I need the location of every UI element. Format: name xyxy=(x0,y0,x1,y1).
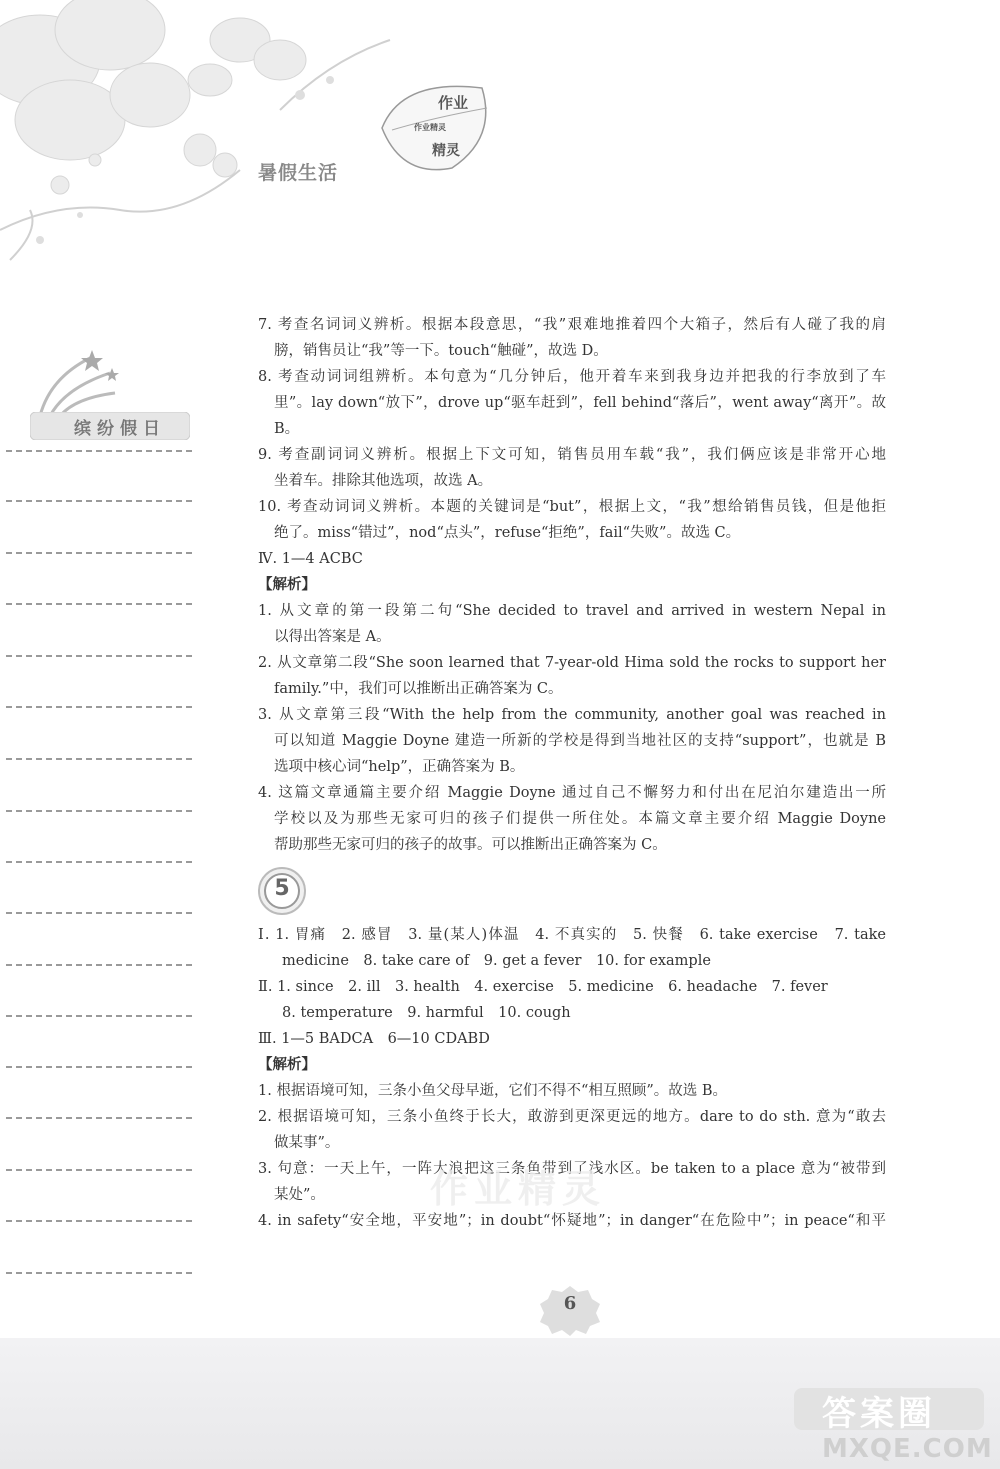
text-line: 10. 考查动词词义辨析。本题的关键词是“but”，根据上文，“我”想给销售员钱，但是他拒 xyxy=(258,499,886,515)
badge-top-text: 作业 xyxy=(438,94,469,112)
text-line: 4. in safety“安全地，平安地”；in doubt“怀疑地”；in danger“在危险中”；in peace“和平 xyxy=(258,1213,886,1229)
text-line: 7. 考查名词词义辨析。根据本段意思，“我”艰难地推着四个大箱子，然后有人碰了我的肩 xyxy=(258,317,886,333)
note-line xyxy=(6,1117,192,1119)
note-line xyxy=(6,603,192,605)
note-line xyxy=(6,964,192,966)
text-line: 帮助那些无家可归的孩子的故事。可以推断出正确答案为 C。 xyxy=(274,837,667,853)
text-line: 1. 从文章的第一段第二句“She decided to travel and arrived in western Nepal in xyxy=(258,603,886,619)
text-line: 膀，销售员让“我”等一下。touch“触碰”，故选 D。 xyxy=(274,343,608,359)
note-line xyxy=(6,500,192,502)
text-line: 3. 句意：一天上午，一阵大浪把这三条鱼带到了浅水区。be taken to a place 意为“被带到 xyxy=(258,1161,886,1177)
sidebar-title: 缤纷假日 xyxy=(74,419,166,439)
text-line: Ⅰ. 1. 胃痛 2. 感冒 3. 量(某人)体温 4. 不真实的 5. 快餐 6. take exercise 7. take xyxy=(258,927,886,943)
analysis-heading: 【解析】 xyxy=(258,1056,316,1073)
answer-text-block-a xyxy=(258,312,886,858)
note-line xyxy=(6,1169,192,1171)
text-line: 可以知道 Maggie Doyne 建造一所新的学校是得到当地社区的支持“support”，也就是 B xyxy=(274,733,886,749)
page-number: 6 xyxy=(563,1293,577,1314)
note-line xyxy=(6,1272,192,1274)
text-line: Ⅳ. 1—4 ACBC xyxy=(258,551,363,567)
text-line: 9. 考查副词词义辨析。根据上下文可知，销售员用车载“我”，我们俩应该是非常开心地 xyxy=(258,447,886,463)
badge-middle-text: 作业精灵 xyxy=(414,123,446,132)
text-line: 学校以及为那些无家可归的孩子们提供一所住处。本篇文章主要介绍 Maggie Doyne xyxy=(274,811,886,827)
note-line xyxy=(6,706,192,708)
fireworks-icon xyxy=(30,348,120,418)
badge-bottom-text: 精灵 xyxy=(432,143,460,159)
series-title: 暑假生活 xyxy=(258,162,339,184)
analysis-heading: 【解析】 xyxy=(258,576,316,593)
text-line: 以得出答案是 A。 xyxy=(274,629,391,645)
note-line xyxy=(6,655,192,657)
note-line xyxy=(6,1015,192,1017)
text-line: 1. 根据语境可知，三条小鱼父母早逝，它们不得不“相互照顾”。故选 B。 xyxy=(258,1083,728,1099)
text-line: family.”中，我们可以推断出正确答案为 C。 xyxy=(274,681,563,697)
watermark-url: MXQE.COM xyxy=(822,1434,993,1464)
section-number: 5 xyxy=(274,876,290,901)
note-line xyxy=(6,861,192,863)
text-line: 里”。lay down“放下”，drove up“驱车赶到”，fell behind“落后”，went away“离开”。故 xyxy=(274,395,886,411)
text-line: 8. temperature 9. harmful 10. cough xyxy=(282,1005,571,1021)
text-line: Ⅱ. 1. since 2. ill 3. health 4. exercise 5. medicine 6. headache 7. fever xyxy=(258,979,828,995)
note-line xyxy=(6,912,192,914)
watermark-mid: 作业精灵 xyxy=(430,1167,607,1211)
text-line: 做某事”。 xyxy=(274,1135,340,1151)
text-line: Ⅲ. 1—5 BADCA 6—10 CDABD xyxy=(258,1031,490,1047)
note-line xyxy=(6,758,192,760)
text-line: 2. 根据语境可知，三条小鱼终于长大，敢游到更深更远的地方。dare to do sth. 意为“敢去 xyxy=(258,1109,886,1125)
note-line xyxy=(6,1066,192,1068)
text-line: 2. 从文章第二段“She soon learned that 7-year-old Hima sold the rocks to support her xyxy=(258,655,886,671)
text-line: 4. 这篇文章通篇主要介绍 Maggie Doyne 通过自己不懈努力和付出在尼泊尔建造出一所 xyxy=(258,785,886,801)
text-line: 某处”。 xyxy=(274,1187,325,1203)
note-line xyxy=(6,450,192,452)
text-line: 3. 从文章第三段“With the help from the community, another goal was reached in xyxy=(258,707,886,723)
text-line: medicine 8. take care of 9. get a fever 10. for example xyxy=(282,953,711,969)
text-line: 8. 考查动词词组辨析。本句意为“几分钟后，他开着车来到我身边并把我的行李放到了车 xyxy=(258,369,886,385)
text-line: 坐着车。排除其他选项，故选 A。 xyxy=(274,473,493,489)
watermark-logo: 答案圈 xyxy=(822,1394,936,1434)
note-line xyxy=(6,1220,192,1222)
text-line: 选项中核心词“help”，正确答案为 B。 xyxy=(274,759,525,775)
note-line xyxy=(6,552,192,554)
text-line: B。 xyxy=(274,421,300,437)
text-line: 绝了。miss“错过”，nod“点头”，refuse“拒绝”，fail“失败”。故选 C。 xyxy=(274,525,741,541)
note-line xyxy=(6,810,192,812)
